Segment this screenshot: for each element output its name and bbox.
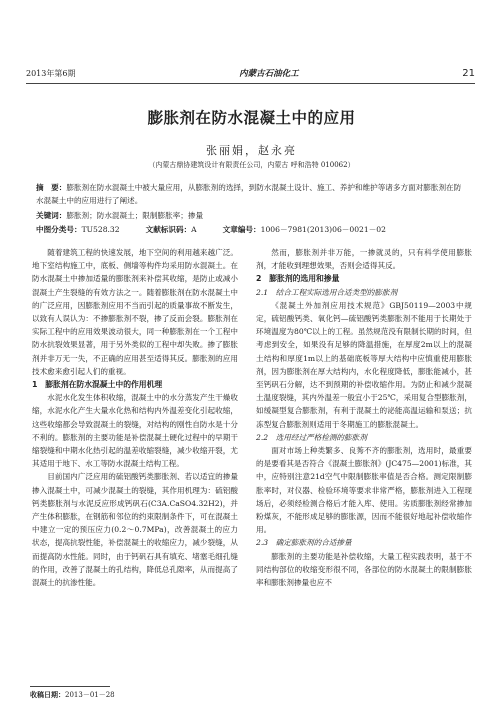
- received-label: 收稿日期：: [30, 691, 65, 699]
- subsection-heading: 2.1 结合工程实际选用合适类型的膨胀剂: [256, 287, 398, 297]
- abstract: [36, 181, 465, 207]
- section-heading: 1 膨胀剂在防水混凝土中的作用机理: [32, 380, 163, 390]
- page-number: 21: [462, 67, 475, 79]
- keywords-label: 关键词：: [36, 211, 67, 220]
- paragraph: 然而，膨胀剂并非万能，一掺就灵的，只有科学使用膨胀剂，才能收到理想效果，否则会适得其反。: [256, 248, 472, 271]
- affiliation: （内蒙古鼎协建筑设计有限责任公司，内蒙古 呼和浩特 010062）: [148, 161, 355, 169]
- paragraph: 膨胀剂的主要功能是补偿收缩，大量工程实践表明，基于不同结构部位的收缩变形很不同，各部位的防水混凝土的限制膨胀率和膨胀剂掺量也应不: [256, 551, 472, 588]
- authors: 张丽娟，赵永亮: [206, 144, 297, 157]
- clc-number: 中图分类号：TU528.32: [36, 225, 120, 234]
- paragraph: 目前国内广泛应用的硫铝酸钙类膨胀剂、若以适宜的掺量掺入混凝土中，可减少混凝土的裂缝，其作用机理为：硫铝酸钙类膨胀剂与水泥反应形成钙矾石(C3A.CaSO4.32H2)，并产生体积膨胀，在钢筋和邻位的约束限制条件下，可在混凝土中建立一定的预压应力(0.2～0.7MPa)，改善混凝土的应力状态，提高抗裂性能，补偿混凝土的收缩应力，减少裂缝，从而提高防水性能。同时，由于钙矾石具有填充、堵塞毛细孔缝的作用，改善了混凝土的孔结构，降低总孔隙率，从而提高了混凝土的抗渗性能。: [32, 472, 238, 588]
- article-title: 膨胀剂在防水混凝土中的应用: [147, 109, 356, 127]
- section-heading: 2 膨胀剂的选用和掺量: [256, 274, 340, 284]
- footnote-rule: [30, 686, 110, 687]
- issue-label: 2013年第6期: [26, 68, 76, 78]
- paragraph: 《混凝土外加剂应用技术规范》GBJ50119—2003中规定，硫铝酸钙类、氧化钙—硫铝酸钙类膨胀剂不能用于长期处于环境温度为80℃以上的工程。虽然规范没有限制长期的时间，但考虑到安全，如果没有足够的降温措施，在厚度2m以上的混凝土结构和厚度1m以上的基础底板等厚大结构中应慎重使用膨胀剂，因为膨胀剂在厚大结构内，水化程度降低，膨胀能减小，甚至钙矾石分解，达不到预期的补偿收缩作用。为防止和减少混凝土温度裂缝，其内外温差一般宜小于25℃，采用复合型膨胀剂，如缓凝型复合膨胀剂，有利于混凝土的泌能高温运输和泵送；抗冻型复合膨胀剂则适用于冬期施工的膨胀混凝土。: [256, 300, 472, 429]
- running-header: [26, 66, 475, 80]
- header-rule: [26, 83, 475, 84]
- received-value: 2013－01－28: [65, 691, 115, 699]
- keywords-text: 膨胀剂；防水混凝土；限制膨胀率；掺量: [66, 211, 204, 220]
- subsection-heading: 2.3 确定膨胀剂的合适掺量: [256, 538, 352, 548]
- subsection-heading: 2.2 选用经过严格检测的膨胀剂: [256, 432, 367, 442]
- document-code: 文献标识码：A: [145, 225, 197, 234]
- classification-line: [36, 224, 465, 235]
- keywords: [36, 210, 465, 221]
- paragraph: 面对市场上种类繁多、良莠不齐的膨胀剂，选用时，最重要的是要看其是否符合《混凝土膨胀剂》(JC475—2001)标准，其中，应特别注意21d空气中限制膨胀率值是否合格。测定限制膨胀率时，对仪器、检验环境等要求非常严格，膨胀剂进入工程现场后，必须经检测合格后才能入库、使用。劣质膨胀剂经常掺加粉煤灰，不能形成足够的膨胀源，因而不能很好地起补偿收缩作用。: [256, 446, 472, 535]
- left-column: [32, 246, 238, 589]
- abstract-text: 膨胀剂在防水混凝土中被大量应用，从膨胀剂的选择，到防水混凝土设计、施工、养护和维护等诸多方面对膨胀剂在防水混凝土中的应用进行了阐述。: [36, 183, 462, 205]
- right-column: [256, 246, 472, 589]
- received-date: [30, 690, 115, 700]
- paragraph: 水泥水化发生体积收缩，混凝土中的水分蒸发产生干燥收缩，水泥水化产生大量水化热和结构内外温差变化引起收缩，这些收缩都会导致混凝土的裂缝，对结构的刚性自防水是十分不利的。膨胀剂的主要功能是补偿混凝土硬化过程中的早期干缩裂缝和中期水化热引起的温差收缩裂缝，减少收缩开裂，尤其适用于地下、水工等防水混凝土结构工程。: [32, 393, 238, 469]
- article-number: 文章编号：1006－7981(2013)06－0021－02: [222, 225, 386, 234]
- abstract-label: 摘 要：: [36, 183, 67, 192]
- journal-name: 内蒙古石油化工: [239, 69, 299, 79]
- paragraph: 随着建筑工程的快速发展，地下空间的利用越来越广泛。地下室结构施工中，底板、侧墙等构件均采用防水混凝土。在防水混凝土中掺加适量的膨胀剂来补偿其收缩，是防止或减小混凝土产生裂缝的有效方法之一。随着膨胀剂在防水混凝土中的广泛应用，因膨胀剂应用不当而引起的质量事故不断发生，以致有人误认为：不掺膨胀剂不裂，掺了反而会裂。膨胀剂在实际工程中的应用效果波动很大，同一种膨胀剂在一个工程中防水抗裂效果显著，用于另外类似的工程中却失败。掺了膨胀剂并非万无一失，不正确的应用甚至适得其反。膨胀剂的应用技术愈来愈引起人们的重视。: [32, 248, 238, 376]
